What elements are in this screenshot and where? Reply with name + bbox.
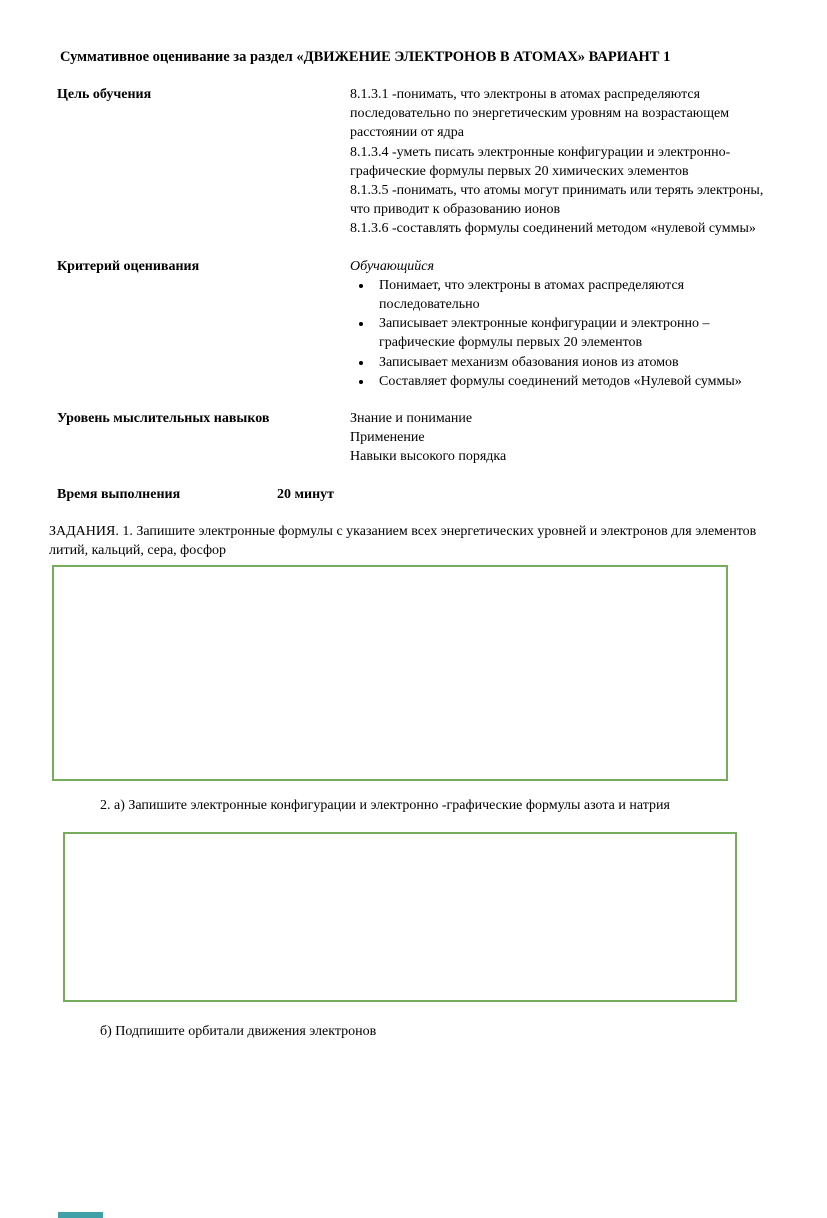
document-page	[0, 48, 827, 1218]
thinking-skill-item: Навыки высокого порядка	[350, 449, 507, 465]
objective-item: 8.1.3.6 -составлять формулы соединений методом «нулевой суммы»	[350, 221, 756, 237]
task2a-answer-box[interactable]	[63, 832, 737, 1002]
objective-item: 8.1.3.1 -понимать, что электроны в атомах распределяются последовательно по энергетическим уровням на возрастающем расстоянии от ядра	[350, 87, 730, 141]
duration-value: 20 минут	[277, 486, 335, 502]
task1-text: ЗАДАНИЯ. 1. Запишите электронные формулы с указанием всех энергетических уровней и электронов для элементов литий, кальций, сера, фосфор	[49, 523, 767, 559]
objective-item: 8.1.3.5 -понимать, что атомы могут принимать или терять электроны, что приводит к образованию ионов	[350, 183, 764, 218]
criteria-bullet: • Записывает механизм обазования ионов из атомов	[373, 353, 775, 372]
criteria-bullet: • Составляет формулы соединений методов «Нулевой суммы»	[373, 372, 775, 391]
duration-label: Время выполнения	[57, 486, 181, 502]
learning-objective-value	[350, 85, 775, 239]
thinking-skills-row	[57, 409, 827, 467]
task2a-text: 2. а) Запишите электронные конфигурации и электронно -графические формулы азота и натрия	[100, 798, 670, 814]
learning-objective-label: Цель обучения	[57, 87, 152, 102]
objective-item: 8.1.3.4 -уметь писать электронные конфигурации и электронно-графические формулы первых 20 химических элементов	[350, 144, 731, 179]
criteria-value	[350, 257, 775, 391]
criteria-list	[350, 276, 775, 391]
duration-row	[57, 485, 827, 504]
thinking-skill-item: Знание и понимание	[350, 411, 473, 427]
task1-answer-box[interactable]	[52, 565, 728, 781]
cut-off-content-edge	[58, 1212, 103, 1218]
thinking-skills-label: Уровень мыслительных навыков	[57, 411, 270, 427]
page-title: Суммативное оценивание за раздел «ДВИЖЕНИЕ ЭЛЕКТРОНОВ В АТОМАХ» ВАРИАНТ 1	[60, 49, 671, 65]
criteria-bullet: • Понимает, что электроны в атомах распределяются последовательно	[373, 276, 775, 314]
criteria-label: Критерий оценивания	[57, 258, 200, 274]
criteria-bullet: • Записывает электронные конфигурации и электронно – графические формулы первых 20 элементов	[373, 314, 775, 352]
thinking-skills-value	[350, 409, 775, 467]
learning-objective-row	[57, 85, 827, 239]
criteria-subject: Обучающийся	[350, 258, 435, 274]
thinking-skill-item: Применение	[350, 430, 425, 446]
assessment-info-table	[57, 85, 827, 504]
task2b-text: б) Подпишите орбитали движения электронов	[100, 1024, 377, 1040]
criteria-row	[57, 257, 827, 391]
